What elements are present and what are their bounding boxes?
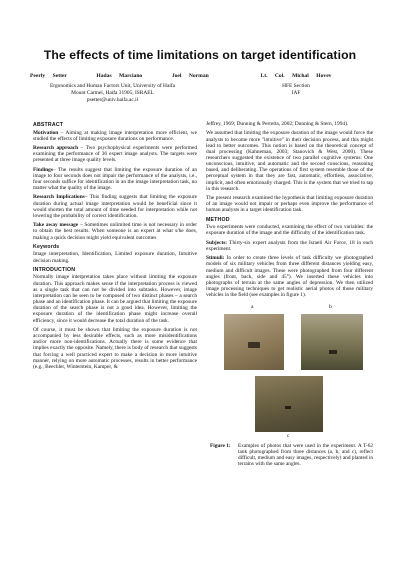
paper-title: The effects of time limitations on target identification [43,48,357,62]
intro-paragraph-1: Normally image interpretation takes place without limiting the exposure duration. This approach makes sense if the interpretation process is viewed as a single task that can not be divided into subtasks. However, image interpretation can be seen to be composed of two distinct phases – a search phase and an identification phase. It can be argued that limiting the exposure duration of the search phase is not a good idea. However, limiting the exposure duration of the identification phase might increase overall efficiency, since it would decrease the total duration of the task. [33,274,197,324]
findings-label: Findings [33,166,53,173]
method-paragraph: Two experiments were conducted, examining the effect of two variables: the exposure duration of the image and the difficulty of the identification task. [206,224,373,237]
assumption-paragraph: We assumed that limiting the exposure duration of the image would force the analysts to become more "intuitive" in their decision process, and this might lead to better outcomes. This notion is based on the theoretical concept of dual processing (Kahneman, 2003; Stanovich & West, 2000). These researchers suggested the existence of two parallel cognitive systems: One unconscious, intuitive, and automatic and the second conscious, reasoning based, and deliberating. The operations of first system resemble those of the perceptual system in that they are fast, automatic, effortless, associative, implicit, and often emotionally charged. This is the system that we tried to tap in this research. [206,130,373,192]
author-names-left: Peerly Setter Hadas Marciano Joel Norman [30,73,209,79]
abstract-approach [33,145,197,163]
present-research-paragraph: The present research examined the hypothesis that limiting exposure duration of an image would not impair or perhaps even improve the performance of human analysts in a target identification task. [206,195,373,214]
stimuli-text: In order to create three levels of task difficulty we photographed models of six military vehicles from three different distances yielding easy, medium and difficult images. These were photographed from four different angles (front, back, side and 45°). We inserted these vehicles into photographs of terrain at the same angles of depression. We then utilized image processing techniques to get realistic aerial photos of those military vehicles in the field (see examples in figure 1). [206,255,373,299]
stimuli-paragraph [206,255,373,298]
right-column [206,121,373,467]
findings-text: – The results suggest that limiting the exposure duration of an image to four seconds does not impair the performance of the analysts, i.e., four seconds suffice for identification in an the image interpretation task, no matter what the quality of the image. [33,166,197,192]
caption-text: Examples of photos that were used in the experiment. A T-62 tank photographed from three distances (a, b, and c), reflect difficult, medium and easy images, respectively) and planted in terrains with the same angles. [238,442,373,467]
takeaway-text: – Sometimes unlimited time is not necessary in order to obtain the best results. When someone is an expert at what s/he does, making a quick decision might yield equivalent outcomes [33,222,197,241]
abstract-motivation [33,130,197,142]
implications-text: – This finding suggests that limiting the exposure duration during actual image interpretation would be beneficial since it would shorten the total amount of time needed for interpretation while not lowering the probability of correct identification. [33,194,198,219]
caption-label: Figure 1: [210,442,231,449]
author-names-right: Lt. Col. Michal Hovev [260,73,332,79]
affiliation-right [216,83,376,97]
figure-label-a: a [251,303,254,310]
subjects-paragraph [206,240,373,252]
abstract-heading: ABSTRACT [33,122,64,128]
motivation-label: Motivation [33,129,59,136]
affiliation-line: Ergonomics and Human Factors Unit, University of Haifa [49,83,176,89]
figure-photo-c [255,376,323,432]
affiliation-left [30,83,195,104]
subjects-text: Thirty-six expert analysts from the Israeli Air Force, 18 in each experiment. [206,239,373,252]
left-column [33,121,197,373]
figure-1 [206,302,373,437]
stimuli-label: Stimuli: [206,255,225,262]
authors-left [30,73,209,104]
figure-photo-a [224,314,284,370]
takeaway-label: Take away message [33,222,79,229]
figure-label-c: c [287,432,290,439]
figure-label-b: b [329,303,332,310]
affiliation-line: Mount Carmel, Haifa 31905, ISRAEL [71,90,154,96]
intro-continued: Jeffrey, 1969; Dunning & Perretta, 2002; Dunning & Stern, 1994). [206,121,349,127]
motivation-text: – Aiming at making image interpretation more efficient, we studied the effects of limiting exposure durations on performance. [33,129,197,142]
approach-text: – Two psychophysical experiments were performed examining the performance of 36 expert image analysts. The targets were presented at three image quality levels. [33,145,197,164]
subjects-label: Subjects: [206,239,228,246]
tank-image [329,350,337,354]
authors-right [216,73,376,97]
implications-label: Research Implications [33,194,85,201]
affiliation-line: IAF [291,90,301,96]
figure-photo-b [301,314,363,370]
approach-label: Research approach [33,145,79,151]
abstract-takeaway [33,222,197,240]
abstract-findings [33,167,197,192]
figure-caption [206,443,373,467]
author-email: psetter@univ.haifa.ac.il [86,97,139,103]
abstract-implications [33,194,197,219]
affiliation-line: HFE Section [282,83,310,89]
introduction-heading: INTRODUCTION [33,266,76,273]
intro-paragraph-2: Of course, it must be shown that limiting the exposure duration is not accompanied by less desirable effects, such as more misidentifications and/or more non-identifications. Actually there is some evidence that implies exactly the opposite. Namely, there is body of research that suggests that forcing a well practiced expert to make a decision in more intuitive manner, relying on more automatic processes, results in better performance (e.g., Beechler, Winterstein, Kamper, & [33,326,197,370]
keywords-heading: Keywords [33,243,60,250]
method-heading: METHOD [206,216,230,223]
tank-image [248,342,260,348]
keywords-text: Image interpretation, Identification, Limited exposure duration, Intuitive decision making. [33,251,197,264]
tank-image [285,406,291,409]
